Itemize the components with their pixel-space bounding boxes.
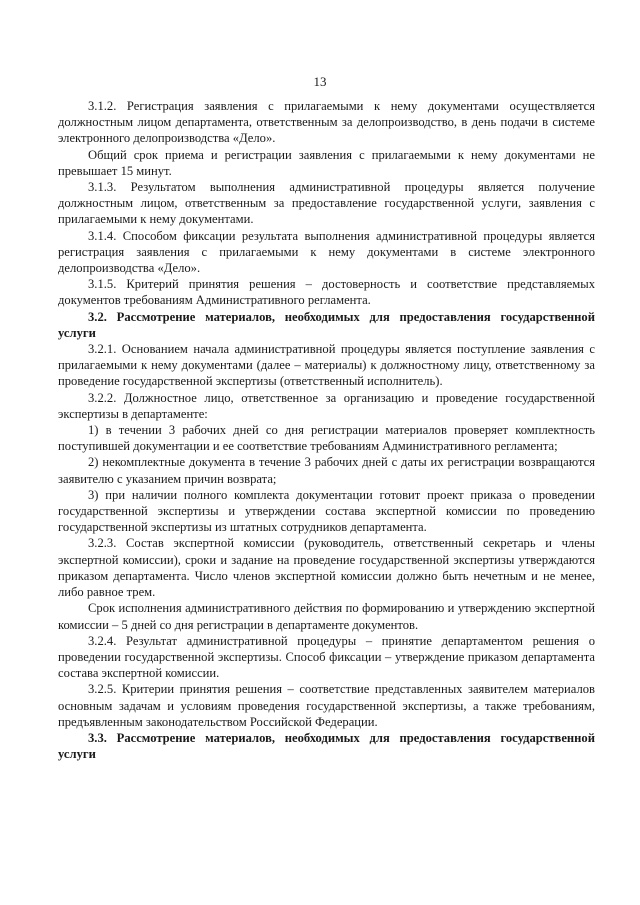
paragraph-commission-deadline: Срок исполнения административного действия по формированию и утверждению экспертной комиссии – 5 дней со дня регистрации в департаменте документов. — [58, 601, 595, 632]
paragraph-3-2-4: 3.2.4. Результат административной процедуры – принятие департаментом решения о проведении государственной экспертизы. Способ фиксации – утверждение приказом департамента состава экспертной комиссии. — [58, 633, 595, 681]
paragraph-3-2-2: 3.2.2. Должностное лицо, ответственное за организацию и проведение государственной экспертизы в департаменте: — [58, 390, 595, 421]
paragraph-3-2-5: 3.2.5. Критерии принятия решения – соответствие представленных заявителем материалов основным задачам и условиям проведения государственной экспертизы, а также требованиям, предъявленным законодательством Российской Федерации. — [58, 682, 595, 729]
paragraph-3-1-5: 3.1.5. Критерий принятия решения – достоверность и соответствие представляемых документов требованиям Административного регламента. — [58, 277, 595, 308]
section-heading-3-2: 3.2. Рассмотрение материалов, необходимых для предоставления государственной услуги — [58, 309, 595, 340]
list-item-2: 2) некомплектные документа в течение 3 рабочих дней с даты их регистрации возвращаются заявителю с указанием причин возврата; — [58, 455, 595, 486]
document-body — [58, 98, 595, 762]
paragraph-3-1-2: 3.1.2. Регистрация заявления с прилагаемыми к нему документами осуществляется должностным лицом департамента, ответственным за делопроизводство, в день подачи в системе электронного делопроизводства «Дело». — [58, 99, 595, 146]
page-number: 13 — [313, 74, 327, 89]
paragraph-3-1-3: 3.1.3. Результатом выполнения административной процедуры является получение должностным лицом, ответственным за предоставление государственной услуги, заявления с прилагаемыми к нему документами. — [58, 180, 595, 227]
paragraph-3-2-1: 3.2.1. Основанием начала административной процедуры является поступление заявления с прилагаемыми к нему документами (далее – материалы) к должностному лицу, ответственному за проведение государственной экспертизы (ответственный исполнитель). — [58, 342, 595, 389]
section-heading-3-3: 3.3. Рассмотрение материалов, необходимых для предоставления государственной услуги — [58, 730, 595, 762]
paragraph-3-1-4: 3.1.4. Способом фиксации результата выполнения административной процедуры является регистрация заявления с прилагаемыми к нему документами в системе электронного делопроизводства «Дело». — [58, 228, 595, 276]
list-item-3: 3) при наличии полного комплекта документации готовит проект приказа о проведении государственной экспертизы и утверждении состава экспертной комиссии по проведению государственной экспертизы из штатных сотрудников департамента. — [58, 487, 595, 535]
paragraph-3-2-3: 3.2.3. Состав экспертной комиссии (руководитель, ответственный секретарь и члены экспертной комиссии), сроки и задание на проведение государственной экспертизы утверждаются приказом департамента. Число членов экспертной комиссии должно быть нечетным и не менее, либо равное трем. — [58, 536, 595, 600]
paragraph-total-time: Общий срок приема и регистрации заявления с прилагаемыми к нему документами не превышает 15 минут. — [58, 147, 595, 178]
list-item-1: 1) в течении 3 рабочих дней со дня регистрации материалов проверяет комплектность поступившей документации и ее соответствие требованиям Административного регламента; — [58, 423, 595, 454]
